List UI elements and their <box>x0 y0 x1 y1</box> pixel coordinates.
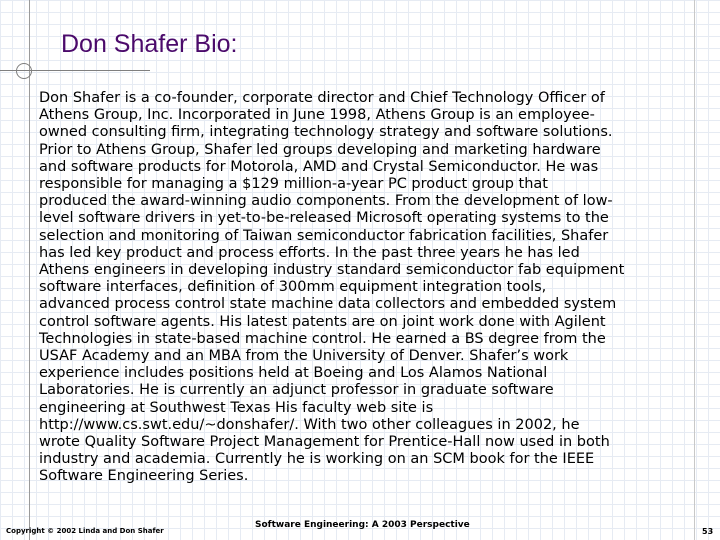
footer-course-title: Software Engineering: A 2003 Perspective <box>255 520 470 530</box>
footer-copyright: Copyright © 2002 Linda and Don Shafer <box>6 527 164 535</box>
bio-body-text: Don Shafer is a co-founder, corporate director and Chief Technology Officer of Athens Group, Inc. Incorporated in June 1998, Athens Group is an employee- owned consulting firm, integrating technology strategy and software solutions. Prior to Athens Group, Shafer led groups developing and marketing hardware and software products for Motorola, AMD and Crystal Semiconductor. He was responsible for managing a $129 million-a-year PC product group that produced the award-winning audio components. From the development of low- level software drivers in yet-to-be-released Microsoft operating systems to the selection and monitoring of Taiwan semiconductor fabrication facilities, Shafer has led key product and process efforts. In the past three years he has led Athens engineers in developing industry standard semiconductor fab equipment software interfaces, definition of 300mm equipment integration tools, advanced process control state machine data collectors and embedded system control software agents. His latest patents are on joint work done with Agilent Technologies in state-based machine control. He earned a BS degree from the USAF Academy and an MBA from the University of Denver. Shafer’s work experience includes positions held at Boeing and Los Alamos National Laboratories. He is currently an adjunct professor in graduate software engineering at Southwest Texas His faculty web site is http://www.cs.swt.edu/~donshafer/. With two other colleagues in 2002, he wrote Quality Software Project Management for Prentice-Hall now used in both industry and academia. Currently he is working on an SCM book for the IEEE Software Engineering Series. <box>39 90 625 485</box>
circle-ornament-icon <box>16 63 32 79</box>
right-vertical-rule <box>694 0 695 540</box>
left-vertical-rule <box>29 0 30 540</box>
footer-page-number: 53 <box>702 527 714 536</box>
slide-title: Don Shafer Bio: <box>61 30 238 58</box>
